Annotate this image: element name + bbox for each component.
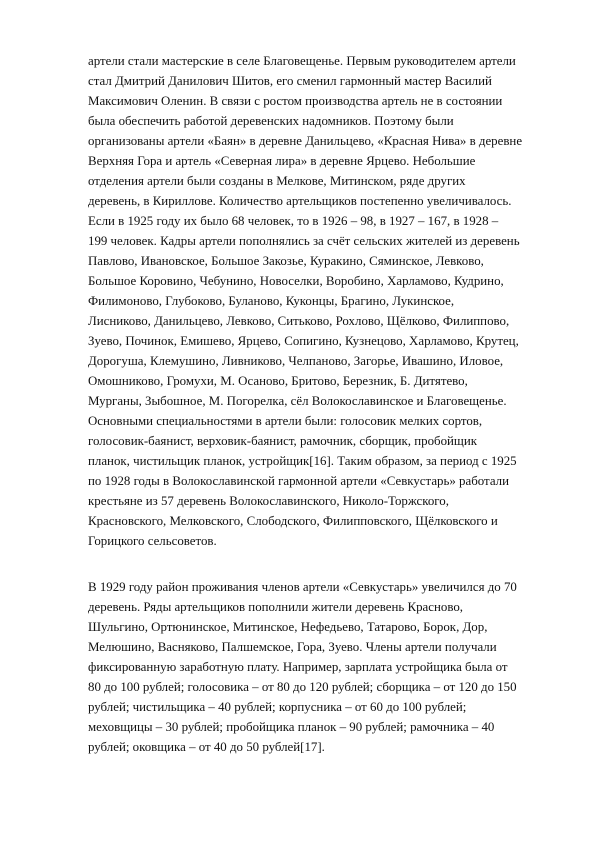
text-line: деревень, в Кириллове. Количество артельщиков постепенно увеличивалось. bbox=[88, 194, 512, 208]
text-line: крестьяне из 57 деревень Волокославинского, Николо-Торжского, bbox=[88, 494, 449, 508]
text-line: рублей; оковщика – от 40 до 50 рублей[17]. bbox=[88, 740, 325, 754]
text-line: Лисниково, Данильцево, Левково, Ситьково, Рохлово, Щёлково, Филиппово, bbox=[88, 314, 510, 328]
text-line: Верхняя Гора и артель «Северная лира» в деревне Ярцево. Небольшие bbox=[88, 154, 476, 168]
text-line: планок, чистильщик планок, устройщик[16]. Таким образом, за период с 1925 bbox=[88, 454, 517, 468]
text-line: меховщицы – 30 рублей; пробойщика планок – 90 рублей; рамочника – 40 bbox=[88, 720, 495, 734]
text-line: деревень. Ряды артельщиков пополнили жители деревень Красново, bbox=[88, 600, 463, 614]
text-line: Дорогуша, Клемушино, Ливниково, Челпаново, Загорье, Ивашино, Иловое, bbox=[88, 354, 504, 368]
text-line: отделения артели были созданы в Мелкове, Митинском, ряде других bbox=[88, 174, 466, 188]
text-line: Мурганы, Зыбошное, М. Погорелка, сёл Волокославинское и Благовещенье. bbox=[88, 394, 507, 408]
text-line: Если в 1925 году их было 68 человек, то в 1926 – 98, в 1927 – 167, в 1928 – bbox=[88, 214, 499, 228]
text-line: В 1929 году район проживания членов артели «Севкустарь» увеличился до 70 bbox=[88, 580, 517, 594]
text-line: Зуево, Починок, Емишево, Ярцево, Сопигино, Кузнецово, Харламово, Крутец, bbox=[88, 334, 519, 348]
paragraph-2 bbox=[88, 577, 528, 757]
text-line: Основными специальностями в артели были: голосовик мелких сортов, bbox=[88, 414, 483, 428]
text-line: по 1928 годы в Волокославинской гармонной артели «Севкустарь» работали bbox=[88, 474, 509, 488]
text-line: 199 человек. Кадры артели пополнялись за счёт сельских жителей из деревень bbox=[88, 234, 520, 248]
text-line: Максимович Оленин. В связи с ростом производства артель не в состоянии bbox=[88, 94, 503, 108]
text-line: голосовик-баянист, верховик-баянист, рамочник, сборщик, пробойщик bbox=[88, 434, 478, 448]
text-line: Павлово, Ивановское, Большое Закозье, Куракино, Сяминское, Левково, bbox=[88, 254, 484, 268]
text-line: Шульгино, Ортюнинское, Митинское, Нефедьево, Татарово, Борок, Дор, bbox=[88, 620, 488, 634]
text-line: Красновского, Мелковского, Слободского, Филипповского, Щёлковского и bbox=[88, 514, 498, 528]
text-line: рублей; чистильщика – 40 рублей; корпусника – от 60 до 100 рублей; bbox=[88, 700, 467, 714]
paragraph-1 bbox=[88, 51, 528, 551]
text-line: Мелюшино, Васняково, Палшемское, Гора, Зуево. Члены артели получали bbox=[88, 640, 497, 654]
text-line: Большое Коровино, Чебунино, Новоселки, Воробино, Харламово, Кудрино, bbox=[88, 274, 504, 288]
text-line: Филимоново, Глубоково, Буланово, Куконцы, Брагино, Лукинское, bbox=[88, 294, 455, 308]
text-line: артели стали мастерские в селе Благовещенье. Первым руководителем артели bbox=[88, 54, 516, 68]
text-line: стал Дмитрий Данилович Шитов, его сменил гармонный мастер Василий bbox=[88, 74, 492, 88]
text-line: Омошниково, Громухи, М. Осаново, Бритово, Березник, Б. Дитятево, bbox=[88, 374, 468, 388]
text-line: 80 до 100 рублей; голосовика – от 80 до 120 рублей; сборщика – от 120 до 150 bbox=[88, 680, 517, 694]
text-line: Горицкого сельсоветов. bbox=[88, 534, 217, 548]
text-line: была обеспечить работой деревенских надомников. Поэтому были bbox=[88, 114, 454, 128]
text-line: фиксированную заработную плату. Например, зарплата устройщика была от bbox=[88, 660, 508, 674]
text-line: организованы артели «Баян» в деревне Данильцево, «Красная Нива» в деревне bbox=[88, 134, 523, 148]
